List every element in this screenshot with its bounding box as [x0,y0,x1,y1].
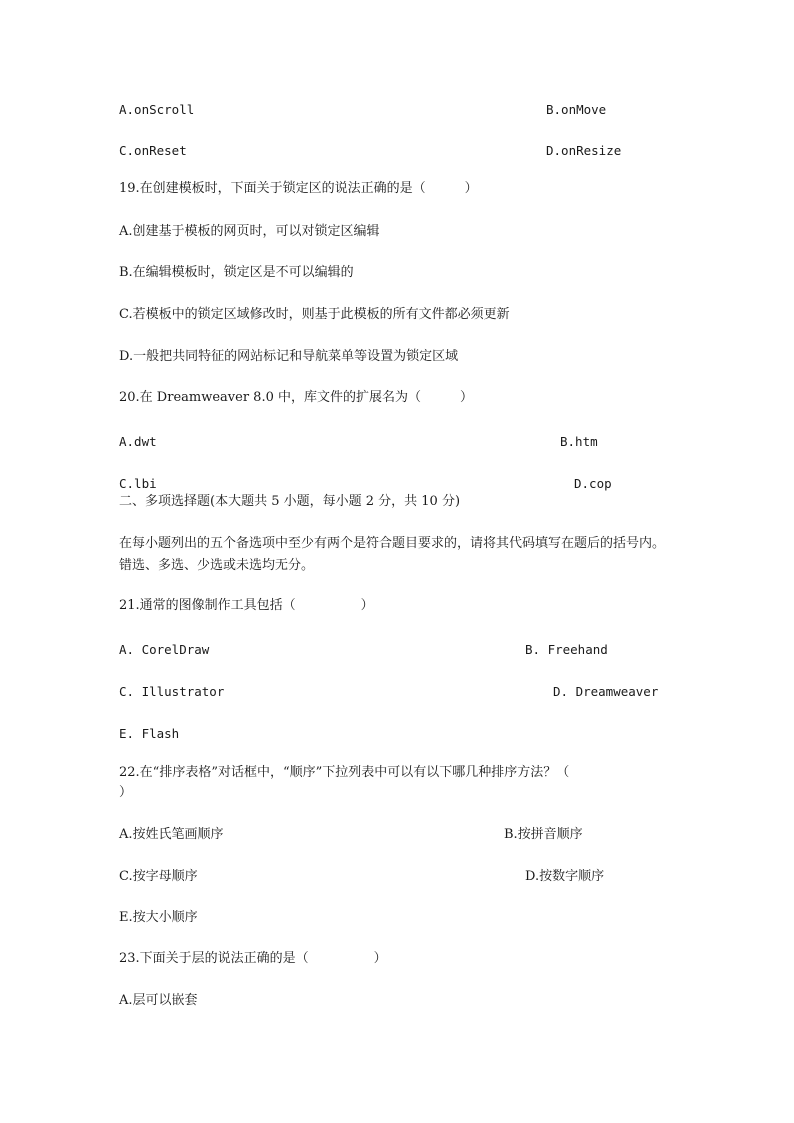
q22-option-c: C.按字母顺序 [119,869,198,884]
q19-option-b: B.在编辑模板时，锁定区是不可以编辑的 [119,265,354,280]
q19-option-c: C.若模板中的锁定区域修改时，则基于此模板的所有文件都必须更新 [119,307,510,322]
q21-option-c: C. Illustrator [119,684,225,699]
q18-option-b: B.onMove [546,102,607,117]
q19-stem: 19.在创建模板时，下面关于锁定区的说法正确的是（ ） [119,181,478,196]
q22-stem-line1: 22.在“排序表格”对话框中，“顺序”下拉列表中可以有以下哪几种排序方法？（ [119,765,570,780]
q22-stem-line2: ） [119,785,133,800]
q20-stem: 20.在 Dreamweaver 8.0 中，库文件的扩展名为（ ） [119,390,473,405]
q19-option-a: A.创建基于模板的网页时，可以对锁定区编辑 [119,224,380,239]
q18-option-c: C.onReset [119,143,187,158]
q23-option-a: A.层可以嵌套 [119,993,198,1008]
q20-option-a: A.dwt [119,434,157,449]
section2-heading: 二、多项选择题(本大题共 5 小题，每小题 2 分，共 10 分) [119,494,461,509]
q21-option-d: D. Dreamweaver [553,684,659,699]
q21-stem: 21.通常的图像制作工具包括（ ） [119,598,374,613]
q20-option-b: B.htm [560,434,598,449]
q20-option-c: C.lbi [119,476,157,491]
q18-option-d: D.onResize [546,143,622,158]
q20-option-d: D.cop [574,476,612,491]
q22-option-d: D.按数字顺序 [525,869,605,884]
q23-stem: 23.下面关于层的说法正确的是（ ） [119,951,387,966]
section2-instructions: 在每小题列出的五个备选项中至少有两个是符合题目要求的，请将其代码填写在题后的括号内。错选、多选、少选或未选均无分。 [119,536,666,573]
q21-option-a: A. CorelDraw [119,642,210,657]
q22-option-b: B.按拼音顺序 [504,827,583,842]
q18-option-a: A.onScroll [119,102,195,117]
q21-option-e: E. Flash [119,726,180,741]
q21-option-b: B. Freehand [525,642,608,657]
q22-option-a: A.按姓氏笔画顺序 [119,827,224,842]
q22-option-e: E.按大小顺序 [119,910,198,925]
q19-option-d: D.一般把共同特征的网站标记和导航菜单等设置为锁定区域 [119,349,459,364]
